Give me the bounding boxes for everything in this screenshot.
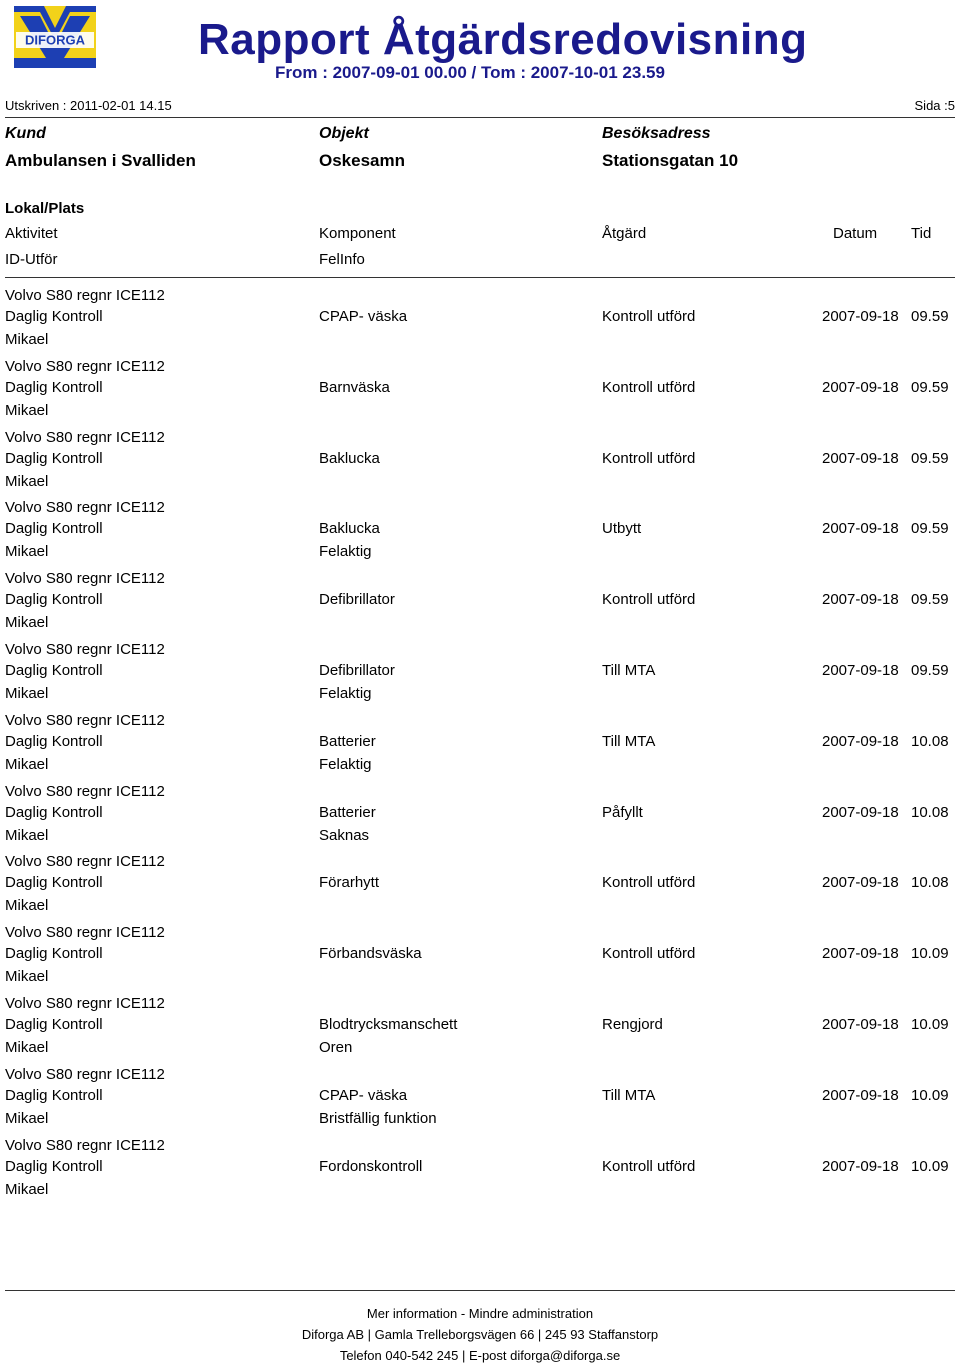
entry-component: Defibrillator	[319, 661, 395, 679]
entry-tid: 10.09	[911, 1157, 949, 1175]
col-datum: Datum	[833, 225, 878, 242]
col-felinfo: FelInfo	[319, 251, 365, 268]
col-aktivitet: Aktivitet	[5, 225, 58, 242]
entry-datum: 2007-09-18	[822, 1157, 899, 1175]
entry-activity: Daglig Kontroll	[5, 591, 103, 609]
entry-object: Volvo S80 regnr ICE112	[5, 357, 165, 375]
entry-activity: Daglig Kontroll	[5, 661, 103, 679]
entry-datum: 2007-09-18	[822, 378, 899, 396]
entry-object: Volvo S80 regnr ICE112	[5, 640, 165, 658]
col-id-utfor: ID-Utför	[5, 251, 58, 268]
entry-user: Mikael	[5, 614, 49, 632]
entry-tid: 10.09	[911, 1015, 949, 1033]
entry-activity: Daglig Kontroll	[5, 1015, 103, 1033]
entry-tid: 10.08	[911, 874, 949, 892]
entry-activity: Daglig Kontroll	[5, 1086, 103, 1104]
adress-label: Besöksadress	[602, 125, 711, 142]
entry-row	[0, 710, 960, 781]
entry-object: Volvo S80 regnr ICE112	[5, 711, 165, 729]
columns-divider	[5, 277, 955, 278]
entry-object: Volvo S80 regnr ICE112	[5, 853, 165, 871]
entry-activity: Daglig Kontroll	[5, 732, 103, 750]
entry-user: Mikael	[5, 897, 49, 915]
entry-datum: 2007-09-18	[822, 945, 899, 963]
entry-user: Mikael	[5, 331, 49, 348]
entry-row	[0, 922, 960, 993]
entry-row	[0, 993, 960, 1064]
entry-object: Volvo S80 regnr ICE112	[5, 1136, 165, 1154]
entry-tid: 09.59	[911, 378, 949, 396]
entries-list	[0, 285, 960, 1205]
entry-user: Mikael	[5, 401, 49, 419]
footer-tagline: Mer information - Mindre administration	[366, 1306, 594, 1321]
entry-component: Baklucka	[319, 449, 380, 467]
entry-tid: 09.59	[911, 661, 949, 679]
entry-row	[0, 1064, 960, 1135]
kund-label: Kund	[5, 125, 46, 142]
entry-atgard: Kontroll utförd	[602, 945, 696, 963]
col-tid: Tid	[911, 225, 932, 242]
entry-activity: Daglig Kontroll	[5, 874, 103, 892]
adress-value: Stationsgatan 10	[602, 151, 739, 170]
entry-datum: 2007-09-18	[822, 1015, 899, 1033]
entry-row	[0, 639, 960, 710]
entry-row	[0, 356, 960, 427]
entry-object: Volvo S80 regnr ICE112	[5, 924, 165, 942]
entry-activity: Daglig Kontroll	[5, 378, 103, 396]
entry-tid: 10.08	[911, 732, 949, 750]
footer-address: Diforga AB | Gamla Trelleborgsvägen 66 | 245 93 Staffanstorp	[301, 1327, 659, 1342]
entry-object: Volvo S80 regnr ICE112	[5, 570, 165, 588]
entry-atgard: Rengjord	[602, 1015, 663, 1033]
entry-user: Mikael	[5, 968, 49, 986]
page-number: Sida :5	[914, 98, 955, 113]
entry-tid: 09.59	[911, 449, 949, 467]
diforga-logo	[14, 6, 96, 68]
kund-value: Ambulansen i Svalliden	[5, 151, 196, 170]
entry-activity: Daglig Kontroll	[5, 520, 103, 538]
objekt-value: Oskesamn	[319, 151, 405, 170]
entry-felinfo: Saknas	[319, 826, 370, 844]
entry-atgard: Kontroll utförd	[602, 378, 696, 396]
entry-activity: Daglig Kontroll	[5, 945, 103, 963]
header-divider	[5, 117, 955, 118]
col-atgard: Åtgärd	[602, 225, 647, 242]
entry-object: Volvo S80 regnr ICE112	[5, 994, 165, 1012]
entry-datum: 2007-09-18	[822, 661, 899, 679]
entry-atgard: Kontroll utförd	[602, 591, 696, 609]
entry-component: Baklucka	[319, 520, 380, 538]
entry-felinfo: Felaktig	[319, 755, 372, 773]
entry-activity: Daglig Kontroll	[5, 449, 103, 467]
printed-timestamp: Utskriven : 2011-02-01 14.15	[5, 98, 172, 113]
entry-datum: 2007-09-18	[822, 520, 899, 538]
entry-object: Volvo S80 regnr ICE112	[5, 428, 165, 446]
entry-row	[0, 568, 960, 639]
footer-divider	[5, 1290, 955, 1291]
entry-datum: 2007-09-18	[822, 874, 899, 892]
entry-tid: 09.59	[911, 520, 949, 538]
entry-datum: 2007-09-18	[822, 591, 899, 609]
entry-user: Mikael	[5, 1180, 49, 1198]
entry-user: Mikael	[5, 684, 49, 702]
entry-object: Volvo S80 regnr ICE112	[5, 782, 165, 800]
entry-atgard: Kontroll utförd	[602, 1157, 696, 1175]
entry-atgard: Till MTA	[602, 661, 656, 679]
logo-text: DIFORGA	[25, 32, 85, 48]
entry-component: Förarhytt	[319, 874, 380, 892]
entry-row	[0, 497, 960, 568]
entry-atgard: Kontroll utförd	[602, 449, 696, 467]
entry-user: Mikael	[5, 755, 49, 773]
entry-tid: 10.08	[911, 803, 949, 821]
entry-object: Volvo S80 regnr ICE112	[5, 1065, 165, 1083]
entry-atgard: Påfyllt	[602, 803, 643, 821]
entry-tid: 10.09	[911, 1086, 949, 1104]
entry-component: Fordonskontroll	[319, 1157, 423, 1175]
entry-felinfo: Oren	[319, 1038, 353, 1056]
entry-user: Mikael	[5, 543, 49, 561]
entry-atgard: Till MTA	[602, 732, 656, 750]
entry-row	[0, 427, 960, 498]
entry-row	[0, 781, 960, 852]
entry-atgard: Till MTA	[602, 1086, 656, 1104]
entry-component: CPAP- väska	[319, 1086, 408, 1104]
entry-datum: 2007-09-18	[822, 732, 899, 750]
entry-tid: 10.09	[911, 945, 949, 963]
col-lokal: Lokal/Plats	[5, 200, 85, 217]
entry-user: Mikael	[5, 1038, 49, 1056]
entry-activity: Daglig Kontroll	[5, 1157, 103, 1175]
entry-datum: 2007-09-18	[822, 449, 899, 467]
entry-object: Volvo S80 regnr ICE112	[5, 499, 165, 517]
entry-activity: Daglig Kontroll	[5, 803, 103, 821]
entry-user: Mikael	[5, 1109, 49, 1127]
entry-atgard: Kontroll utförd	[602, 874, 696, 892]
entry-felinfo: Bristfällig funktion	[319, 1109, 437, 1127]
entry-datum: 2007-09-18	[822, 1086, 899, 1104]
date-range: From : 2007-09-01 00.00 / Tom : 2007-10-01 23.59	[275, 63, 665, 82]
entry-tid: 09.59	[911, 591, 949, 609]
entry-row	[0, 851, 960, 922]
entry-row	[0, 285, 960, 356]
entry-felinfo: Felaktig	[319, 684, 372, 702]
entry-user: Mikael	[5, 472, 49, 490]
entry-component: Förbandsväska	[319, 945, 422, 963]
entry-tid: 09.59	[911, 308, 949, 325]
entry-datum: 2007-09-18	[822, 803, 899, 821]
entry-atgard: Utbytt	[602, 520, 642, 538]
entry-felinfo: Felaktig	[319, 543, 372, 561]
entry-component: Batterier	[319, 732, 376, 750]
entry-object: Volvo S80 regnr ICE112	[5, 287, 165, 304]
entry-datum: 2007-09-18	[822, 308, 899, 325]
objekt-label: Objekt	[319, 125, 369, 142]
entry-row	[0, 1135, 960, 1206]
entry-component: CPAP- väska	[319, 308, 408, 325]
entry-component: Defibrillator	[319, 591, 395, 609]
entry-component: Barnväska	[319, 378, 390, 396]
entry-component: Batterier	[319, 803, 376, 821]
entry-user: Mikael	[5, 826, 49, 844]
entry-atgard: Kontroll utförd	[602, 308, 696, 325]
entry-component: Blodtrycksmanschett	[319, 1015, 458, 1033]
report-title: Rapport Åtgärdsredovisning	[198, 15, 808, 64]
col-komponent: Komponent	[319, 225, 396, 242]
entry-activity: Daglig Kontroll	[5, 308, 103, 325]
footer-contact: Telefon 040-542 245 | E-post diforga@diforga.se	[339, 1348, 621, 1363]
